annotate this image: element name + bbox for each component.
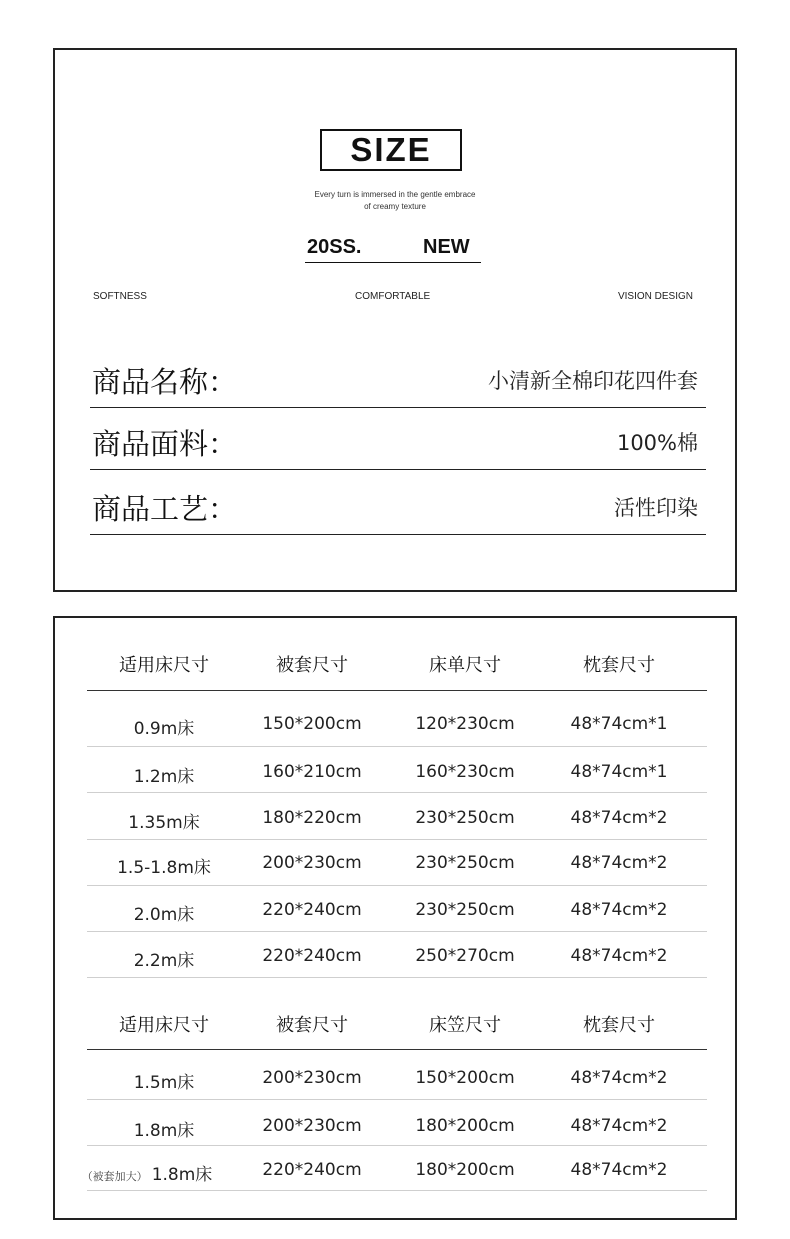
header-pillowcase-size: 枕套尺寸 bbox=[583, 655, 655, 676]
table-row bbox=[87, 885, 707, 932]
info-row-craft bbox=[90, 482, 706, 535]
cell-duvet: 160*210cm bbox=[262, 762, 362, 782]
cell-duvet: 220*240cm bbox=[262, 900, 362, 920]
info-value: 小清新全棉印花四件套 bbox=[488, 369, 698, 393]
season-label: 20SS. bbox=[307, 236, 362, 258]
cell-bed bbox=[55, 1160, 239, 1185]
table-row bbox=[87, 746, 707, 793]
cell-bed: 1.5m床 bbox=[133, 1073, 195, 1093]
cell-pillow: 48*74cm*2 bbox=[570, 808, 668, 828]
header-pillowcase-size: 枕套尺寸 bbox=[583, 1015, 655, 1036]
table-row bbox=[87, 690, 707, 747]
tagline-line-2: of creamy texture bbox=[364, 202, 426, 211]
header-sheet-size: 床单尺寸 bbox=[429, 655, 501, 676]
cell-bed: 0.9m床 bbox=[133, 719, 195, 739]
cell-pillow: 48*74cm*2 bbox=[570, 1160, 668, 1180]
header-duvet-size: 被套尺寸 bbox=[276, 1015, 348, 1036]
cell-bed: 1.8m床 bbox=[133, 1121, 195, 1141]
cell-sheet: 160*230cm bbox=[415, 762, 515, 782]
tagline-line-1: Every turn is immersed in the gentle embrace bbox=[314, 190, 476, 199]
size-table-card bbox=[53, 616, 737, 1220]
cell-pillow: 48*74cm*2 bbox=[570, 900, 668, 920]
cell-pillow: 48*74cm*2 bbox=[570, 1116, 668, 1136]
cell-sheet: 230*250cm bbox=[415, 853, 515, 873]
table-row bbox=[87, 1099, 707, 1146]
feature-softness: SOFTNESS bbox=[93, 291, 147, 302]
cell-fitted-sheet: 150*200cm bbox=[415, 1068, 515, 1088]
info-label: 商品名称： bbox=[92, 365, 238, 399]
cell-bed: 2.2m床 bbox=[133, 951, 195, 971]
cell-duvet: 150*200cm bbox=[262, 714, 362, 734]
cell-bed: 1.2m床 bbox=[133, 767, 195, 787]
cell-sheet: 120*230cm bbox=[415, 714, 515, 734]
info-value: 活性印染 bbox=[614, 496, 698, 520]
size-title: SIZE bbox=[320, 129, 462, 171]
header-fitted-sheet-size: 床笠尺寸 bbox=[429, 1015, 501, 1036]
table-row bbox=[87, 1049, 707, 1100]
cell-pillow: 48*74cm*2 bbox=[570, 1068, 668, 1088]
cell-duvet: 200*230cm bbox=[262, 1116, 362, 1136]
table-row bbox=[87, 839, 707, 886]
info-row-fabric bbox=[90, 419, 706, 470]
cell-bed: 1.35m床 bbox=[128, 813, 200, 833]
cell-bed-value: 1.8m床 bbox=[151, 1165, 213, 1185]
cell-pillow: 48*74cm*1 bbox=[570, 762, 668, 782]
cell-bed: 2.0m床 bbox=[133, 905, 195, 925]
cell-sheet: 250*270cm bbox=[415, 946, 515, 966]
cell-pillow: 48*74cm*2 bbox=[570, 853, 668, 873]
header-duvet-size: 被套尺寸 bbox=[276, 655, 348, 676]
cell-sheet: 230*250cm bbox=[415, 808, 515, 828]
table2-header bbox=[87, 977, 707, 1050]
info-row-name bbox=[90, 352, 706, 408]
cell-duvet: 200*230cm bbox=[262, 853, 362, 873]
cell-fitted-sheet: 180*200cm bbox=[415, 1160, 515, 1180]
season-banner bbox=[305, 236, 481, 263]
cell-duvet: 200*230cm bbox=[262, 1068, 362, 1088]
info-label: 商品工艺： bbox=[92, 492, 238, 526]
oversize-duvet-note: （被套加大） bbox=[81, 1170, 148, 1183]
feature-vision-design: VISION DESIGN bbox=[617, 291, 693, 302]
cell-pillow: 48*74cm*1 bbox=[570, 714, 668, 734]
cell-pillow: 48*74cm*2 bbox=[570, 946, 668, 966]
info-label: 商品面料： bbox=[92, 427, 238, 461]
cell-duvet: 220*240cm bbox=[262, 946, 362, 966]
table-row bbox=[87, 792, 707, 840]
header-bed-size: 适用床尺寸 bbox=[119, 655, 209, 676]
cell-bed: 1.5-1.8m床 bbox=[117, 858, 211, 878]
table-row bbox=[87, 931, 707, 978]
product-info-card bbox=[53, 48, 737, 592]
cell-fitted-sheet: 180*200cm bbox=[415, 1116, 515, 1136]
season-tag: NEW bbox=[423, 236, 470, 258]
info-value: 100%棉 bbox=[616, 431, 698, 455]
header-bed-size: 适用床尺寸 bbox=[119, 1015, 209, 1036]
feature-comfortable: COMFORTABLE bbox=[355, 291, 431, 302]
cell-duvet: 180*220cm bbox=[262, 808, 362, 828]
cell-duvet: 220*240cm bbox=[262, 1160, 362, 1180]
cell-sheet: 230*250cm bbox=[415, 900, 515, 920]
table1-header bbox=[87, 618, 707, 691]
table-row bbox=[81, 1145, 707, 1191]
